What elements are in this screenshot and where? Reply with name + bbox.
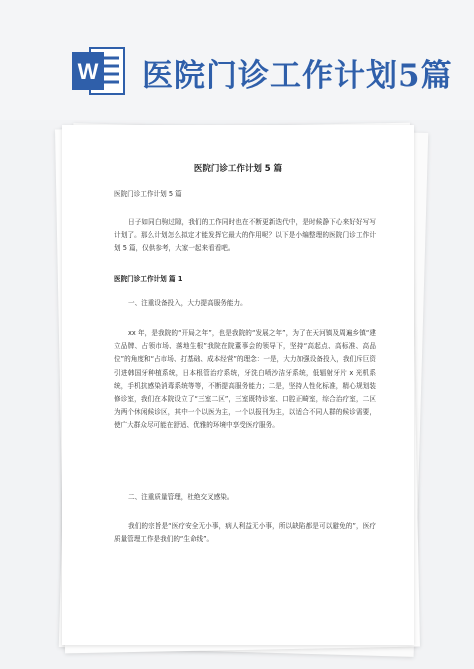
body-paragraph: xx 年，是我院的“开局之年”，也是我院的“发展之年”，为了在天河镇及周遍乡镇“建立品牌、占领市场、落地生根”我院在院董事会的领导下，坚持“高起点、高标准、高品位”的角度和“占市场、打基础、成本经营”的理念：一是，大力加强设备投入，我们斥巨资引进韩国牙种植系统，日本根管治疗系统，牙洗白喷沙洁牙系统，低辐射牙片 x 光机系统，手机抗感染消毒系统等等，不断提高服务能力；二是，坚持人性化标准，精心规划装修诊室，我们在本院设立了“三室二区”，三室既特诊室、口腔正畸室，综合治疗室，二区为两个休闲候诊区，其中一个以医为主，一个以报刊为主，以适合不同人群的候诊需要，使广大群众尽可能在舒适、优雅的环境中享受医疗服务。: [114, 329, 376, 430]
word-icon: [70, 42, 128, 100]
header-banner: [0, 0, 474, 120]
svg-text:W: W: [77, 59, 99, 84]
document-title: 医院门诊工作计划 5 篇: [193, 164, 283, 174]
document-subtitle: 医院门诊工作计划 5 篇: [114, 190, 182, 198]
point-heading: 一、注重设备投入，大力提高服务能力。: [128, 299, 247, 307]
page-title: 医院门诊工作计划5篇: [142, 58, 453, 94]
body-paragraph: 我们的宗旨是“医疗安全无小事，病人利益无小事，所以缺陷都是可以避免的”，医疗质量管理工作是我们的“生命线”。: [114, 522, 376, 544]
document-page: [62, 125, 414, 645]
point-heading: 二、注重质量管理，杜绝交叉感染。: [128, 493, 234, 501]
section-heading: 医院门诊工作计划 篇 1: [114, 275, 183, 283]
intro-paragraph: 日子如同白驹过隙，我们的工作同时也在不断更新迭代中，是时候静下心来好好写写计划了。那么计划怎么拟定才能发挥它最大的作用呢？以下是小编整理的医院门诊工作计划 5 篇，仅供参考，大家一起来看看吧。: [114, 218, 376, 253]
